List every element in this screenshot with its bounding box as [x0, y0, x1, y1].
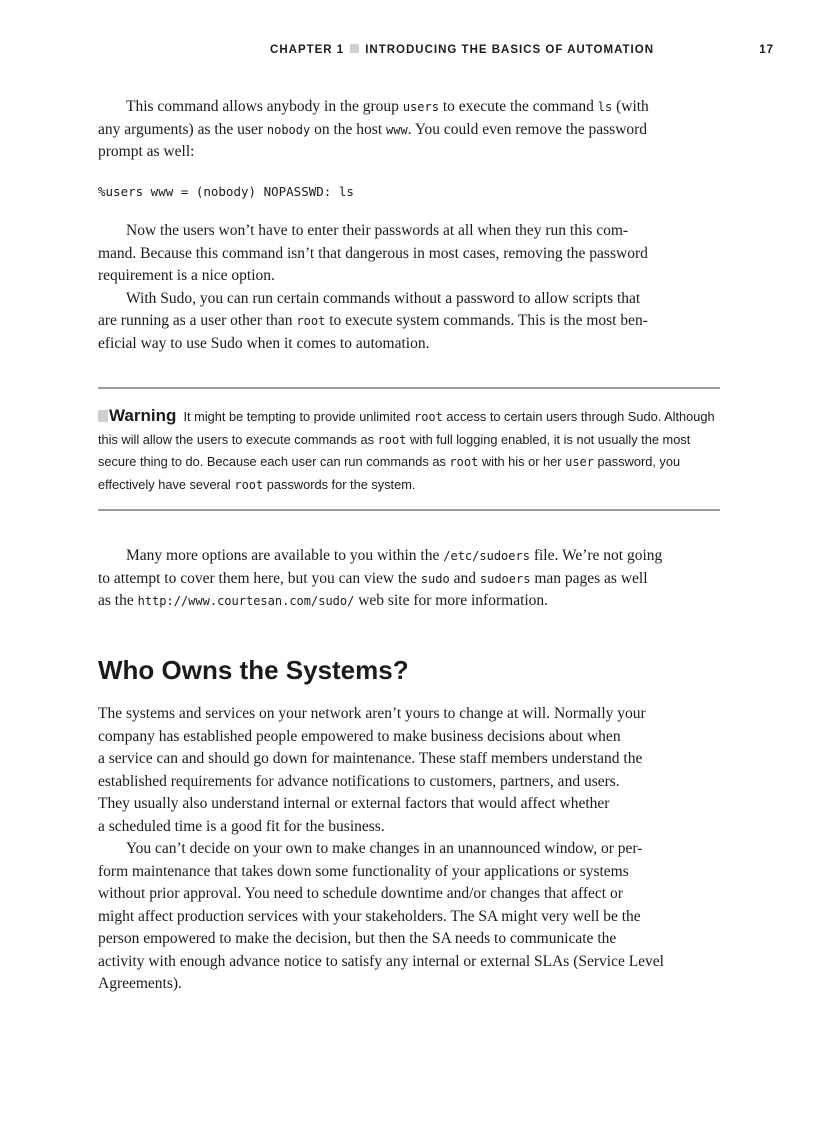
paragraph-line [98, 310, 720, 333]
paragraph-line: a service can and should go down for maintenance. These staff members understand the [98, 750, 643, 767]
paragraph-line [98, 545, 720, 568]
warning-line [98, 451, 720, 474]
warning-label: Warning [109, 406, 177, 425]
text: as the [98, 592, 138, 609]
paragraph-line: prompt as well: [98, 143, 195, 160]
paragraph-5 [98, 703, 720, 996]
paragraph-line: without prior approval. You need to schedule downtime and/or changes that affect or [98, 885, 623, 902]
web-link[interactable]: http://www.courtesan.com/sudo/ [137, 594, 355, 608]
paragraph-line [98, 590, 720, 613]
text: effectively have several [98, 476, 235, 492]
paragraph-line: Now the users won’t have to enter their passwords at all when they run this com- [126, 222, 629, 239]
paragraph-4 [98, 545, 720, 613]
warning-line [98, 429, 720, 452]
text: password, you [594, 454, 681, 469]
text: to execute system commands. This is the most ben- [325, 312, 648, 329]
paragraph-line: Agreements). [98, 975, 182, 992]
chapter-name: INTRODUCING THE BASICS OF AUTOMATION [365, 44, 654, 56]
text: file. We’re not going [529, 547, 663, 564]
page-number: 17 [759, 44, 774, 56]
paragraph-line: form maintenance that takes down some functionality of your applications or systems [98, 862, 629, 880]
text: man pages as well [530, 569, 648, 587]
text: this will allow the users to execute commands as [98, 431, 378, 447]
text: It might be tempting to provide unlimited [183, 409, 414, 424]
warning-square-icon [98, 410, 108, 422]
inline-code: user [565, 455, 594, 469]
text: This command allows anybody in the group [126, 98, 403, 115]
paragraph-line: activity with enough advance notice to satisfy any internal or external SLAs (Service Level [98, 952, 664, 970]
text: access to certain users through Sudo. Although [442, 409, 715, 424]
text: and [449, 569, 480, 587]
section-heading: Who Owns the Systems? [98, 655, 409, 685]
inline-code: root [449, 455, 479, 469]
inline-code: users [402, 100, 439, 114]
warning-box [98, 405, 720, 496]
paragraph-line: company has established people empowered to make business decisions about when [98, 727, 621, 745]
text: . You could even remove the password [407, 120, 648, 138]
paragraph-line: requirement is a nice option. [98, 267, 275, 284]
paragraph-line: established requirements for advance notifications to customers, partners, and users. [98, 772, 620, 790]
paragraph-line: They usually also understand internal or external factors that would affect whether [98, 795, 610, 812]
inline-code: root [296, 314, 326, 328]
paragraph-1 [98, 96, 720, 164]
paragraph-line [98, 568, 720, 591]
text: Many more options are available to you within the [126, 547, 444, 564]
inline-code: www [386, 122, 408, 137]
paragraph-line: The systems and services on your network aren’t yours to change at will. Normally your [98, 705, 646, 722]
inline-code: sudoers [479, 571, 531, 586]
inline-code: nobody [266, 122, 311, 137]
text: (with [612, 98, 649, 115]
text: any arguments) as the user [98, 120, 267, 138]
paragraph-line: a scheduled time is a good fit for the business. [98, 817, 385, 835]
paragraph-2 [98, 220, 720, 355]
running-head [270, 42, 774, 60]
text: on the host [310, 120, 387, 138]
inline-code: /etc/sudoers [443, 549, 530, 563]
paragraph-line [98, 119, 720, 142]
text: to attempt to cover them here, but you can view the [98, 569, 421, 587]
text: with his or her [478, 454, 566, 469]
warning-bottom-rule [98, 509, 720, 511]
text: with full logging enabled, it is not usually the most [406, 431, 691, 447]
inline-code: root [234, 477, 264, 492]
chapter-label: CHAPTER 1 [270, 44, 345, 56]
text: passwords for the system. [263, 476, 416, 492]
paragraph-line: You can’t decide on your own to make changes in an unannounced window, or per- [126, 840, 643, 857]
inline-code: root [377, 432, 407, 447]
inline-code: ls [597, 100, 613, 114]
text: are running as a user other than [98, 312, 297, 329]
inline-code: sudo [420, 571, 450, 586]
warning-top-rule [98, 387, 720, 389]
text: web site for more information. [354, 592, 549, 609]
chapter-title [270, 44, 654, 56]
paragraph-line: With Sudo, you can run certain commands without a password to allow scripts that [126, 289, 641, 307]
paragraph-line [98, 96, 720, 119]
paragraph-line: might affect production services with your stakeholders. The SA might very well be the [98, 907, 641, 925]
square-separator-icon [350, 44, 359, 53]
paragraph-line: mand. Because this command isn’t that dangerous in most cases, removing the password [98, 244, 648, 262]
paragraph-line: person empowered to make the decision, but then the SA needs to communicate the [98, 930, 617, 947]
text: to execute the command [438, 98, 598, 115]
warning-line [98, 474, 720, 497]
paragraph-line: eficial way to use Sudo when it comes to automation. [98, 334, 430, 352]
code-example: %users www = (nobody) NOPASSWD: ls [98, 184, 354, 199]
inline-code: root [413, 410, 443, 424]
warning-line [98, 405, 720, 429]
text: secure thing to do. Because each user can run commands as [98, 454, 450, 469]
